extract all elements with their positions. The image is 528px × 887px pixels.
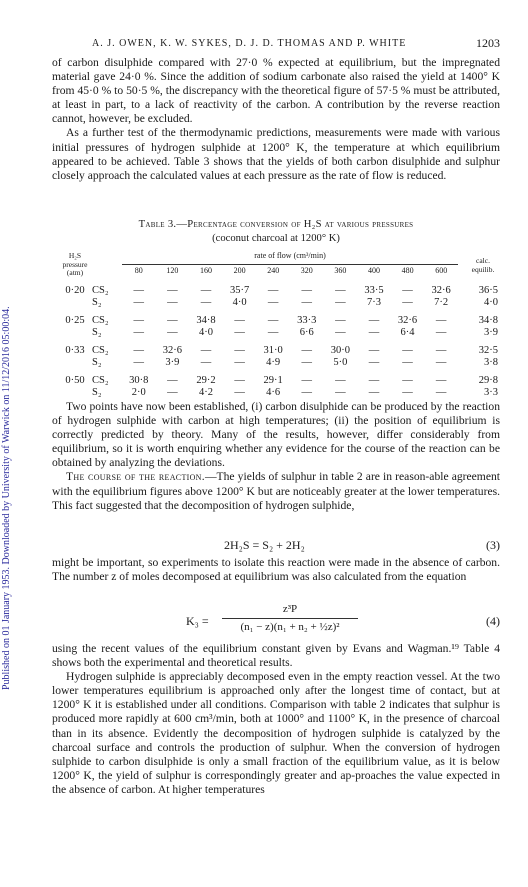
- value-cell: —: [301, 297, 313, 308]
- value-cell: —: [368, 345, 380, 356]
- value-cell: —: [435, 375, 447, 386]
- table-head-flow-title: rate of flow (cm³/min): [254, 251, 326, 260]
- value-cell: —: [335, 315, 346, 326]
- paragraph-3-text: Two points have now been established, (i) carbon disulphide can be produced by the reaction of hydrogen sulphide with carbon at high temperatures; (ii) the position of equilibrium is correctly predicted by theory. Many of the results, however, differ considerably from equilibrium, so it is worth enquiring whether any evidence for the course of the reaction can be obtained by analyzing the deviations.: [52, 400, 500, 470]
- equation-4-lhs: K₃ =: [186, 614, 209, 628]
- value-cell: —: [133, 357, 145, 368]
- species-cell: CS₂: [92, 315, 109, 326]
- paragraph-4-text: might be important, so experiments to isolate this reaction were made in the absence of carbon. The number z of moles decomposed at equilibrium was also calculated from the equation: [52, 556, 500, 584]
- equilib-cell: 36·5: [478, 285, 498, 296]
- head-equilib: equilib.: [471, 264, 495, 274]
- table-head-rule: [122, 264, 458, 265]
- value-cell: 7·3: [366, 297, 381, 308]
- table-row: [58, 297, 498, 314]
- species-cell: S₂: [92, 357, 102, 368]
- paragraph-3: [52, 400, 500, 513]
- value-cell: —: [200, 345, 212, 356]
- value-cell: 31·0: [263, 345, 283, 356]
- value-cell: —: [133, 345, 145, 356]
- table-head-pressure: [58, 252, 92, 278]
- value-cell: —: [368, 315, 380, 326]
- value-cell: —: [234, 315, 245, 326]
- value-cell: —: [402, 387, 413, 398]
- value-cell: —: [335, 285, 346, 296]
- table-caption: [52, 218, 500, 246]
- value-cell: —: [335, 375, 346, 386]
- value-cell: —: [435, 345, 447, 356]
- value-cell: —: [167, 297, 178, 308]
- value-cell: —: [301, 285, 313, 296]
- paragraph-1-text: of carbon disulphide compared with 27·0 % expected at equilibrium, but the impregnated material gave 24·0 %. Since the addition of sodium carbonate also raised the yield at 1400° K from 45·0 % to 50·5 %, the discrepancy with the theoretical figure of 57·5 % must be attributed, at least in part, to a lack of reactivity of the carbon. A contribution by the reverse reaction cannot, however, be excluded.: [52, 56, 500, 126]
- pressure-cell: 0·33: [65, 345, 85, 356]
- value-cell: —: [267, 315, 279, 326]
- equilib-cell: 3·8: [484, 357, 498, 368]
- pressure-cell: [58, 297, 92, 314]
- value-cell: —: [368, 357, 380, 368]
- value-cell: —: [301, 387, 313, 398]
- value-cell: —: [167, 285, 178, 296]
- value-cell: —: [200, 285, 212, 296]
- species-cell: CS₂: [92, 345, 109, 356]
- table-row: [58, 314, 498, 327]
- value-cell: —: [301, 375, 313, 386]
- equation-4-denominator: (n₁ − z)(n₁ + n₂ + ½z)²: [240, 621, 340, 633]
- equilib-cell: 34·8: [478, 315, 498, 326]
- species-cell: CS₂: [92, 285, 109, 296]
- value-cell: —: [133, 327, 145, 338]
- section-paragraph: [52, 470, 500, 512]
- value-cell: —: [200, 357, 212, 368]
- head-atm: (atm): [66, 268, 84, 277]
- paragraph-2-text: As a further test of the thermodynamic predictions, measurements were made with various initial pressures of hydrogen sulphide at 1200° K, the temperature at which equilibrium appeared to be achieved. Table 3 shows that the yields of both carbon disulphide and sulphur closely approach the calculated values at each pressure as the rate of flow is reduced.: [52, 126, 500, 182]
- paragraph-5-text: using the recent values of the equilibrium constant given by Evans and Wagman.¹⁹ Table 4 shows both the experimental and theoretical results.: [52, 642, 500, 670]
- value-cell: 32·6: [397, 315, 418, 326]
- species-cell: CS₂: [92, 375, 109, 386]
- running-head: A. J. OWEN, K. W. SYKES, D. J. D. THOMAS AND P. WHITE: [92, 38, 407, 49]
- value-cell: 33·3: [297, 315, 317, 326]
- value-cell: 4·0: [198, 327, 213, 338]
- download-watermark: Published on 01 January 1953. Downloaded by University of Warwick on 11/12/2016 05:00:04.: [1, 306, 12, 690]
- value-cell: —: [335, 327, 346, 338]
- pressure-cell: 0·25: [65, 315, 85, 326]
- head-pressure: pressure: [62, 259, 88, 269]
- pressure-cell: [58, 327, 92, 344]
- value-cell: 30·8: [129, 375, 149, 386]
- value-cell: —: [402, 357, 413, 368]
- value-cell: —: [335, 297, 346, 308]
- value-cell: —: [402, 285, 413, 296]
- equilib-cell: 3·9: [484, 327, 498, 338]
- flow-240: 240: [267, 266, 280, 275]
- value-cell: 4·6: [266, 387, 281, 398]
- paragraph-1: [52, 56, 500, 183]
- value-cell: 30·0: [330, 345, 350, 356]
- species-cell: S₂: [92, 327, 102, 338]
- value-cell: 6·4: [400, 327, 415, 338]
- flow-200: 200: [233, 266, 246, 275]
- value-cell: —: [234, 345, 245, 356]
- section-heading: The course of the reaction.: [66, 470, 205, 484]
- equation-3-number: (3): [486, 538, 500, 552]
- value-cell: 3·9: [165, 357, 180, 368]
- value-cell: —: [234, 357, 245, 368]
- value-cell: —: [234, 327, 245, 338]
- value-cell: —: [133, 285, 145, 296]
- pressure-cell: [58, 357, 92, 374]
- value-cell: —: [435, 327, 447, 338]
- table-row: [58, 374, 498, 387]
- table-row: [58, 344, 498, 357]
- value-cell: —: [368, 327, 380, 338]
- value-cell: 35·7: [229, 285, 250, 296]
- conversion-table: [58, 284, 498, 404]
- value-cell: —: [368, 375, 380, 386]
- equilib-cell: 4·0: [484, 297, 498, 308]
- value-cell: 29·2: [196, 375, 216, 386]
- table-row: [58, 327, 498, 344]
- table-row: [58, 357, 498, 374]
- value-cell: —: [234, 387, 245, 398]
- pressure-cell: 0·50: [65, 375, 85, 386]
- value-cell: 34·8: [196, 315, 216, 326]
- value-cell: —: [167, 327, 178, 338]
- table-caption-title: Table 3.—Percentage conversion of H₂S at various pressures: [138, 219, 414, 230]
- value-cell: —: [402, 345, 413, 356]
- value-cell: —: [335, 387, 346, 398]
- value-cell: —: [267, 285, 279, 296]
- value-cell: 33·5: [364, 285, 384, 296]
- value-cell: —: [435, 357, 447, 368]
- flow-80: 80: [134, 266, 143, 275]
- equation-4-fraction-bar: [222, 618, 358, 619]
- page-number: 1203: [476, 36, 500, 50]
- value-cell: —: [402, 375, 413, 386]
- paragraph-6-text: Hydrogen sulphide is appreciably decomposed even in the empty reaction vessel. At the two lower temperatures equilibrium is approached only after the longest time of contact, but at 1200° K it is established under all conditions. Comparison with table 2 indicates that sulphur is produced more rapidly at 600 cm³/min, both at 1000° and 1100° K, in the presence of charcoal than in its absence. Evidently the decomposition of hydrogen sulphide is catalyzed by the charcoal surface and controls the production of sulphur. When the conversion of hydrogen sulphide to carbon disulphide is only a small fraction of the equilibrium value, as it is below 1200° K, the yield of sulphur is correspondingly greater and ap-proaches the value expected in the absence of carbon. At higher temperatures: [52, 670, 500, 796]
- pressure-cell: 0·20: [65, 285, 85, 296]
- flow-320: 320: [300, 266, 313, 275]
- species-cell: S₂: [92, 387, 102, 398]
- value-cell: —: [435, 387, 447, 398]
- section-text: —The yields of sulphur in table 2 are in reason-able agreement with the equilibrium figures above 1200° K but are noticeably greater at the lower temperatures. This fact suggested that the decomposition of hydrogen sulphide,: [52, 470, 500, 512]
- value-cell: —: [402, 297, 413, 308]
- value-cell: —: [133, 297, 145, 308]
- value-cell: —: [301, 345, 313, 356]
- flow-120: 120: [166, 266, 179, 275]
- flow-160: 160: [199, 266, 212, 275]
- value-cell: —: [133, 315, 145, 326]
- value-cell: 29·1: [263, 375, 283, 386]
- value-cell: —: [167, 387, 178, 398]
- paragraph-5: [52, 642, 500, 797]
- page-header: [52, 38, 500, 54]
- value-cell: 4·0: [232, 297, 247, 308]
- head-h2s: H₂S: [68, 251, 82, 260]
- equilib-cell: 29·8: [478, 375, 498, 386]
- value-cell: —: [167, 315, 178, 326]
- value-cell: 6·6: [299, 327, 314, 338]
- table-head-calc: [462, 257, 504, 274]
- head-calc: calc.: [476, 256, 490, 265]
- flow-480: 480: [401, 266, 414, 275]
- value-cell: —: [167, 375, 178, 386]
- flow-400: 400: [367, 266, 380, 275]
- value-cell: —: [234, 375, 245, 386]
- value-cell: 32·6: [431, 285, 451, 296]
- equation-4-numerator: z³P: [282, 603, 298, 615]
- value-cell: 32·6: [162, 345, 183, 356]
- table-row: [58, 284, 498, 297]
- value-cell: —: [435, 315, 447, 326]
- value-cell: —: [301, 357, 313, 368]
- value-cell: 4·2: [198, 387, 213, 398]
- equation-3: 2H₂S = S₂ + 2H₂: [224, 538, 305, 552]
- equation-4-number: (4): [486, 614, 500, 628]
- value-cell: —: [200, 297, 212, 308]
- table-flow-values: [122, 266, 458, 278]
- value-cell: 5·0: [333, 357, 348, 368]
- flow-600: 600: [435, 266, 448, 275]
- paragraph-4: [52, 556, 500, 584]
- value-cell: 2·0: [131, 387, 146, 398]
- species-cell: S₂: [92, 297, 102, 308]
- value-cell: 4·9: [266, 357, 281, 368]
- table-caption-subtitle: (coconut charcoal at 1200° K): [212, 233, 340, 244]
- value-cell: —: [267, 327, 279, 338]
- flow-360: 360: [334, 266, 347, 275]
- value-cell: —: [267, 297, 279, 308]
- value-cell: —: [368, 387, 380, 398]
- equilib-cell: 3·3: [484, 387, 498, 398]
- value-cell: 7·2: [434, 297, 449, 308]
- equilib-cell: 32·5: [478, 345, 498, 356]
